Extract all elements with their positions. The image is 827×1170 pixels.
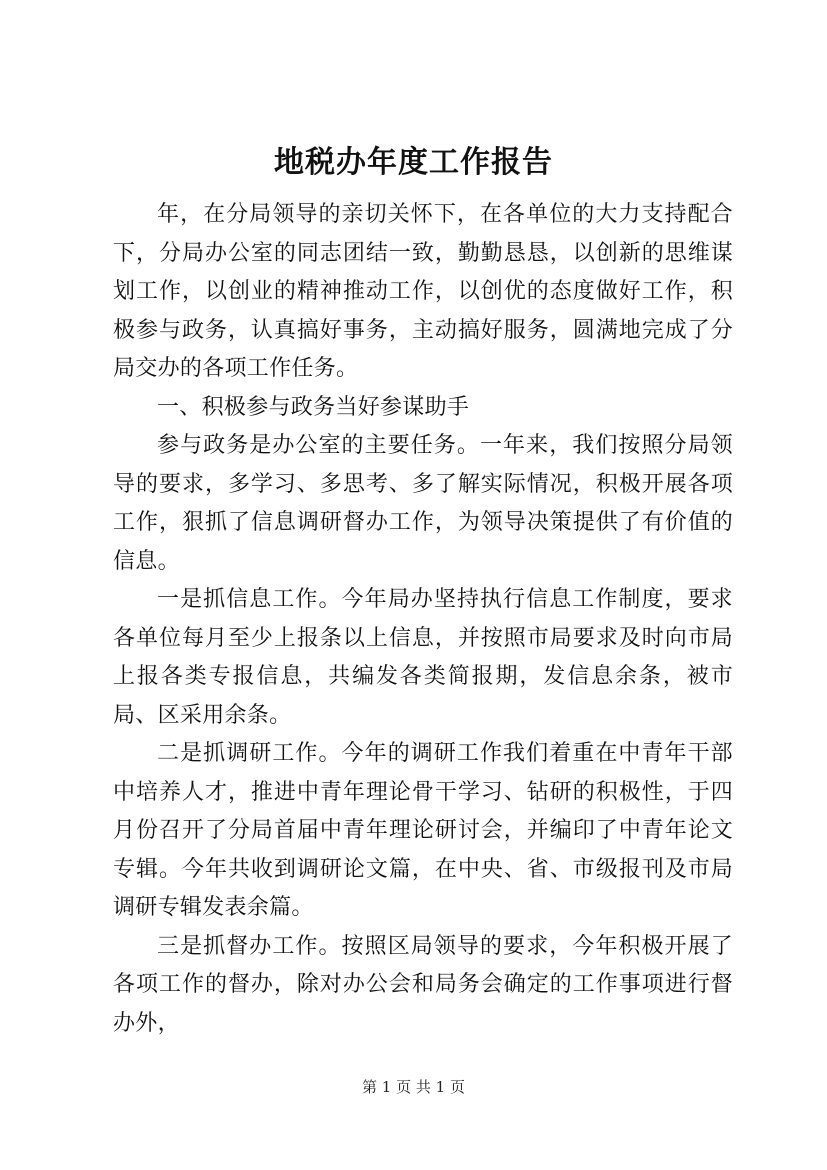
page-number: 第 1 页 共 1 页 (362, 1078, 465, 1096)
paragraph-politics: 参与政务是办公室的主要任务。一年来，我们按照分局领导的要求，多学习、多思考、多了解实际情况，积极开展各项工作，狠抓了信息调研督办工作，为领导决策提供了有价值的信息。 (113, 433, 733, 574)
section-heading-1: 一、积极参与政务当好参谋助手 (157, 394, 470, 420)
document-title: 地税办年度工作报告 (274, 145, 553, 180)
paragraph-information-work: 一是抓信息工作。今年局办坚持执行信息工作制度，要求各单位每月至少上报条以上信息，并按照市局要求及时向市局上报各类专报信息，共编发各类简报期，发信息余条，被市局、区采用余条。 (113, 587, 733, 728)
page-footer (0, 1077, 827, 1097)
paragraph-research-work: 二是抓调研工作。今年的调研工作我们着重在中青年干部中培养人才，推进中青年理论骨干学习、钻研的积极性，于四月份召开了分局首届中青年理论研讨会，并编印了中青年论文专辑。今年共收到调研论文篇，在中央、省、市级报刊及市局调研专辑发表余篇。 (113, 741, 733, 920)
document-body (113, 196, 733, 1043)
paragraph-intro: 年，在分局领导的亲切关怀下，在各单位的大力支持配合下，分局办公室的同志团结一致，勤勤恳恳，以创新的思维谋划工作，以创业的精神推动工作，以创优的态度做好工作，积极参与政务，认真搞好事务，主动搞好服务，圆满地完成了分局交办的各项工作任务。 (113, 202, 733, 381)
paragraph-supervision-work: 三是抓督办工作。按照区局领导的要求，今年积极开展了各项工作的督办，除对办公会和局务会确定的工作事项进行督办外， (113, 933, 733, 1036)
